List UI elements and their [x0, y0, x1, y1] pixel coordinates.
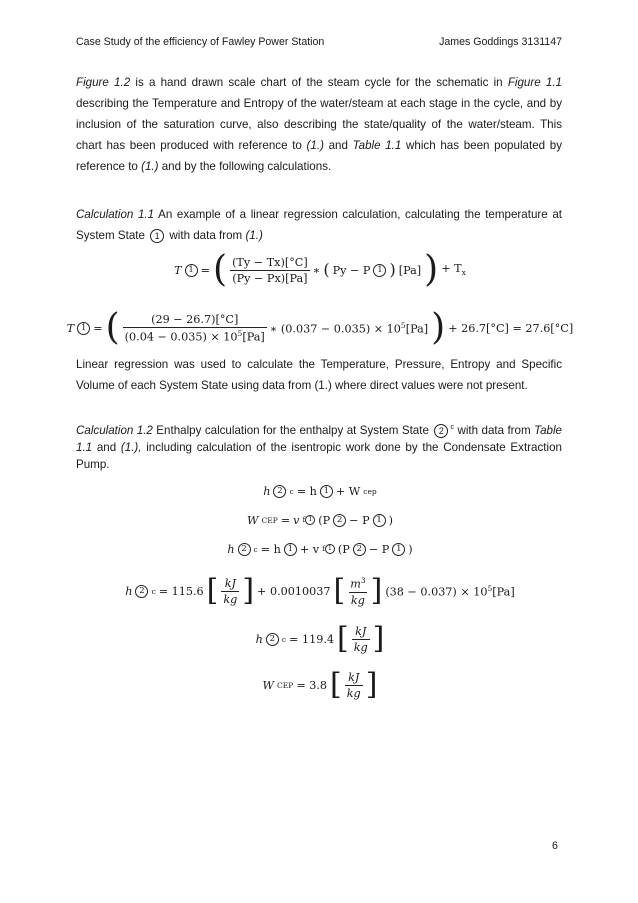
eq-symbol: h — [263, 484, 271, 498]
eq-text: + T — [441, 262, 462, 276]
subscript: c — [281, 634, 287, 644]
eq-operator: ∗ — [312, 263, 321, 277]
fraction-numerator: (Ty − Tx)[°C] — [232, 255, 308, 269]
eq-text: = — [280, 513, 291, 527]
eq-symbol: T — [174, 263, 182, 277]
fraction-numerator: (29 − 26.7)[°C] — [151, 312, 239, 326]
page-number: 6 — [552, 840, 558, 852]
state-circle: 1 — [320, 485, 333, 498]
eq-symbol: h — [227, 542, 235, 556]
state-circle: 1 — [77, 322, 90, 335]
bracket: [ — [330, 667, 342, 702]
exponent: 5 — [487, 584, 493, 593]
text: and by the following calculations. — [158, 160, 332, 173]
fraction-denominator: kg — [223, 592, 238, 606]
subscript — [322, 544, 335, 554]
state-circle: 1 — [392, 543, 405, 556]
exponent: 5 — [237, 328, 243, 338]
eq-symbol: h — [255, 632, 263, 646]
eq-text: ∗ (0.037 − 0.035) × 10 — [269, 322, 401, 336]
citation: (1.), — [120, 440, 142, 454]
calculation-label: Calculation 1.2 — [76, 423, 153, 437]
bracket: ] — [242, 573, 255, 609]
subscript: c — [289, 486, 294, 496]
equation-pump-work-result — [60, 667, 580, 702]
subscript-text: f — [322, 544, 325, 553]
state-circle: 2 — [135, 585, 148, 598]
eq-text: (0.04 − 0.035) × 10 — [124, 330, 238, 344]
intro-paragraph — [76, 72, 562, 177]
paren: ( — [213, 249, 228, 290]
state-circle: 1 — [284, 543, 297, 556]
table-ref: Table 1.1 — [76, 423, 562, 454]
eq-text: ) — [388, 513, 393, 527]
eq-text: − P — [368, 542, 390, 556]
eq-text: (38 − 0.037) × 10 — [385, 585, 488, 599]
eq-text: (P — [318, 513, 331, 527]
eq-text: + 0.0010037 — [257, 584, 331, 598]
subscript — [302, 515, 315, 525]
state-circle: 1 — [373, 264, 386, 277]
eq-symbol: v — [293, 513, 300, 527]
subscript: CEP — [277, 680, 294, 690]
text: Enthalpy calculation for the enthalpy at System State — [152, 423, 433, 437]
eq-text: ) — [408, 542, 413, 556]
state-circle: 1 — [305, 515, 315, 525]
state-circle: 1 — [185, 264, 198, 277]
state-circle: 2 — [266, 633, 279, 646]
state-circle: 2 — [333, 514, 346, 527]
fraction-numerator: kJ — [348, 670, 360, 684]
exponent: 3 — [360, 576, 366, 585]
bracket: [ — [337, 621, 349, 656]
state-circle: 2 — [353, 543, 366, 556]
eq-symbol: T — [66, 321, 75, 335]
eq-text: [Pa] — [405, 322, 429, 336]
equation-enthalpy-substituted — [60, 542, 580, 556]
fraction-denominator — [123, 327, 267, 344]
equation-linear-regression-values: T 1 = ( $\frac{(29 - 26.7)[^\circ C]}{(0.04 - 0.035) \times 10^5[Pa]}$ ∗ $(0.037 - 0.035) \times 10^5[Pa]$ ) + 26.7[°C] = 27.6[°C] — [66, 307, 574, 348]
page-header — [76, 36, 562, 48]
citation: (1.) — [245, 229, 263, 242]
paren: ) — [424, 249, 439, 290]
unit-fraction — [345, 671, 363, 700]
subscript: cep — [363, 486, 377, 496]
calculation-1-2-paragraph — [76, 418, 562, 473]
state-circle: 1 — [373, 514, 386, 527]
state-circle: 2 — [238, 543, 251, 556]
eq-text: + W — [335, 484, 361, 498]
bracket: ] — [370, 573, 383, 609]
text: with data from — [454, 423, 535, 437]
eq-text: + v — [299, 542, 320, 556]
calculation-1-1-paragraph — [76, 204, 562, 246]
eq-text: = 3.8 — [296, 678, 328, 692]
text: An example of a linear regression calculation, calculating the temperature at System State — [76, 208, 562, 242]
eq-text: = 119.4 — [289, 632, 334, 646]
citation: (1.) — [306, 139, 324, 152]
eq-text: − P — [349, 513, 370, 527]
subscript: c — [253, 544, 258, 554]
fraction-denominator: kg — [353, 640, 368, 654]
header-title: Case Study of the efficiency of Fawley Power Station — [76, 36, 325, 48]
fraction-numerator: kJ — [224, 576, 236, 590]
eq-symbol: W — [247, 513, 259, 527]
subscript: x — [461, 268, 466, 278]
bracket: ] — [365, 667, 378, 702]
eq-text: [Pa] — [398, 263, 422, 277]
state-circle: 2 — [434, 424, 448, 438]
fraction — [123, 313, 267, 344]
text: describing the Temperature and Entropy of the water/steam at each stage in the cycle, and by inclusion of the saturation curve, also describing the state/quality of the water/steam. This chart has been produced with reference to — [76, 97, 562, 152]
eq-text: + 26.7[°C] = 27.6[°C] — [448, 321, 574, 335]
paren: ( — [323, 260, 330, 279]
eq-text: [Pa] — [242, 330, 265, 344]
header-author: James Goddings 3131147 — [439, 36, 562, 48]
figure-ref: Figure 1.1 — [507, 76, 563, 89]
paren: ) — [431, 307, 446, 348]
eq-text: (P — [337, 542, 350, 556]
state-circle: 1 — [150, 229, 164, 243]
unit-fraction — [348, 576, 367, 607]
eq-text: Py − P — [332, 263, 371, 277]
subscript: CEP — [261, 515, 278, 525]
eq-text: = h — [296, 484, 317, 498]
equation-linear-regression: T 1 = ( $\frac{(Ty - Tx)[^\circ C]}{(Py - Px)[Pa]}$ ∗ ( Py − P 1 ) [Pa] ) + $T_x$ — [174, 249, 466, 290]
bracket: [ — [333, 573, 346, 609]
fraction-denominator: (Py − Px)[Pa] — [232, 271, 308, 285]
subscript: c — [151, 586, 156, 596]
text: and — [323, 139, 353, 152]
equation-enthalpy-result — [60, 621, 580, 656]
eq-text: = h — [260, 542, 281, 556]
eq-text: [Pa] — [492, 585, 515, 599]
unit-fraction — [352, 625, 370, 654]
exponent: 5 — [400, 320, 406, 330]
unit-fraction — [221, 577, 239, 606]
text: including calculation of the isentropic work done by the Condensate Extraction Pump. — [76, 440, 562, 471]
calculation-label: Calculation 1.1 — [76, 208, 155, 221]
bracket: [ — [206, 573, 219, 609]
state-circle: 2 — [273, 485, 286, 498]
superscript: c — [450, 422, 455, 431]
text: with data from — [166, 229, 246, 242]
fraction-denominator: kg — [346, 686, 361, 700]
bracket: ] — [372, 621, 385, 656]
paren: ) — [389, 260, 396, 279]
eq-symbol: W — [262, 678, 275, 692]
eq-symbol: h — [125, 584, 133, 598]
fraction-numerator — [348, 576, 367, 592]
text: which has been populated by reference to — [76, 139, 562, 173]
fraction-denominator: kg — [350, 593, 365, 607]
unit-text: m — [350, 577, 361, 591]
text: and — [92, 440, 121, 454]
fraction-numerator: kJ — [355, 624, 367, 638]
fraction — [230, 256, 310, 285]
equation-pump-work — [60, 513, 580, 527]
table-ref: Table 1.1 — [352, 139, 402, 152]
eq-text: = 115.6 — [158, 584, 204, 598]
linear-regression-paragraph: Linear regression was used to calculate the Temperature, Pressure, Entropy and Specific Volume of each System State using data from (1.) where direct values were not present. — [76, 358, 562, 392]
state-circle: 1 — [325, 544, 335, 554]
subscript-text: f — [302, 515, 306, 524]
paren: ( — [105, 307, 120, 348]
figure-ref: Figure 1.2 — [76, 76, 131, 89]
text: is a hand drawn scale chart of the steam cycle for the schematic in — [130, 76, 508, 89]
equation-enthalpy-values — [60, 573, 580, 609]
equation-enthalpy-definition — [60, 484, 580, 498]
citation: (1.) — [141, 160, 159, 173]
